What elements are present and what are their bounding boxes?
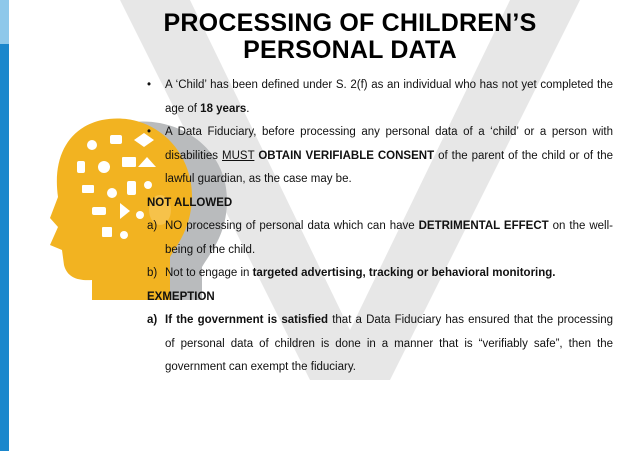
not-allowed-item-a: a) NO processing of personal data which can have DETRIMENTAL EFFECT on the well-being of the child. (147, 220, 613, 256)
left-accent-bar-top (0, 0, 9, 44)
not-allowed-item-b: b) Not to engage in targeted advertising, tracking or behavioral monitoring. (147, 267, 556, 279)
bullet-child-definition: • A ‘Child’ has been defined under S. 2(f) as an individual who has not yet completed the age of 18 years. (147, 74, 613, 121)
underlined-must: MUST (222, 149, 255, 162)
title-line-1: PROCESSING OF CHILDREN’S (163, 9, 537, 37)
left-accent-bar (0, 0, 9, 451)
bold-age: 18 years (200, 102, 247, 115)
exemption-heading: EXMEPTION (147, 290, 215, 303)
bullet-verifiable-consent: • A Data Fiduciary, before processing any personal data of a ‘child’ or a person with disabilities MUST OBTAIN VERIFIABLE CONSENT of the parent of the child or of the lawful guardian, as the case may be. (147, 121, 613, 192)
content-body (147, 74, 613, 380)
bold-consent: OBTAIN VERIFIABLE CONSENT (258, 149, 435, 162)
page-title (90, 10, 610, 64)
exemption-item-a: a) If the government is satisfied that a Data Fiduciary has ensured that the processing of personal data of children is done in a manner that is “verifiably safe”, then the government can exempt the fiduciary. (147, 314, 613, 373)
title-line-2: PERSONAL DATA (243, 36, 457, 64)
not-allowed-heading: NOT ALLOWED (147, 196, 233, 209)
